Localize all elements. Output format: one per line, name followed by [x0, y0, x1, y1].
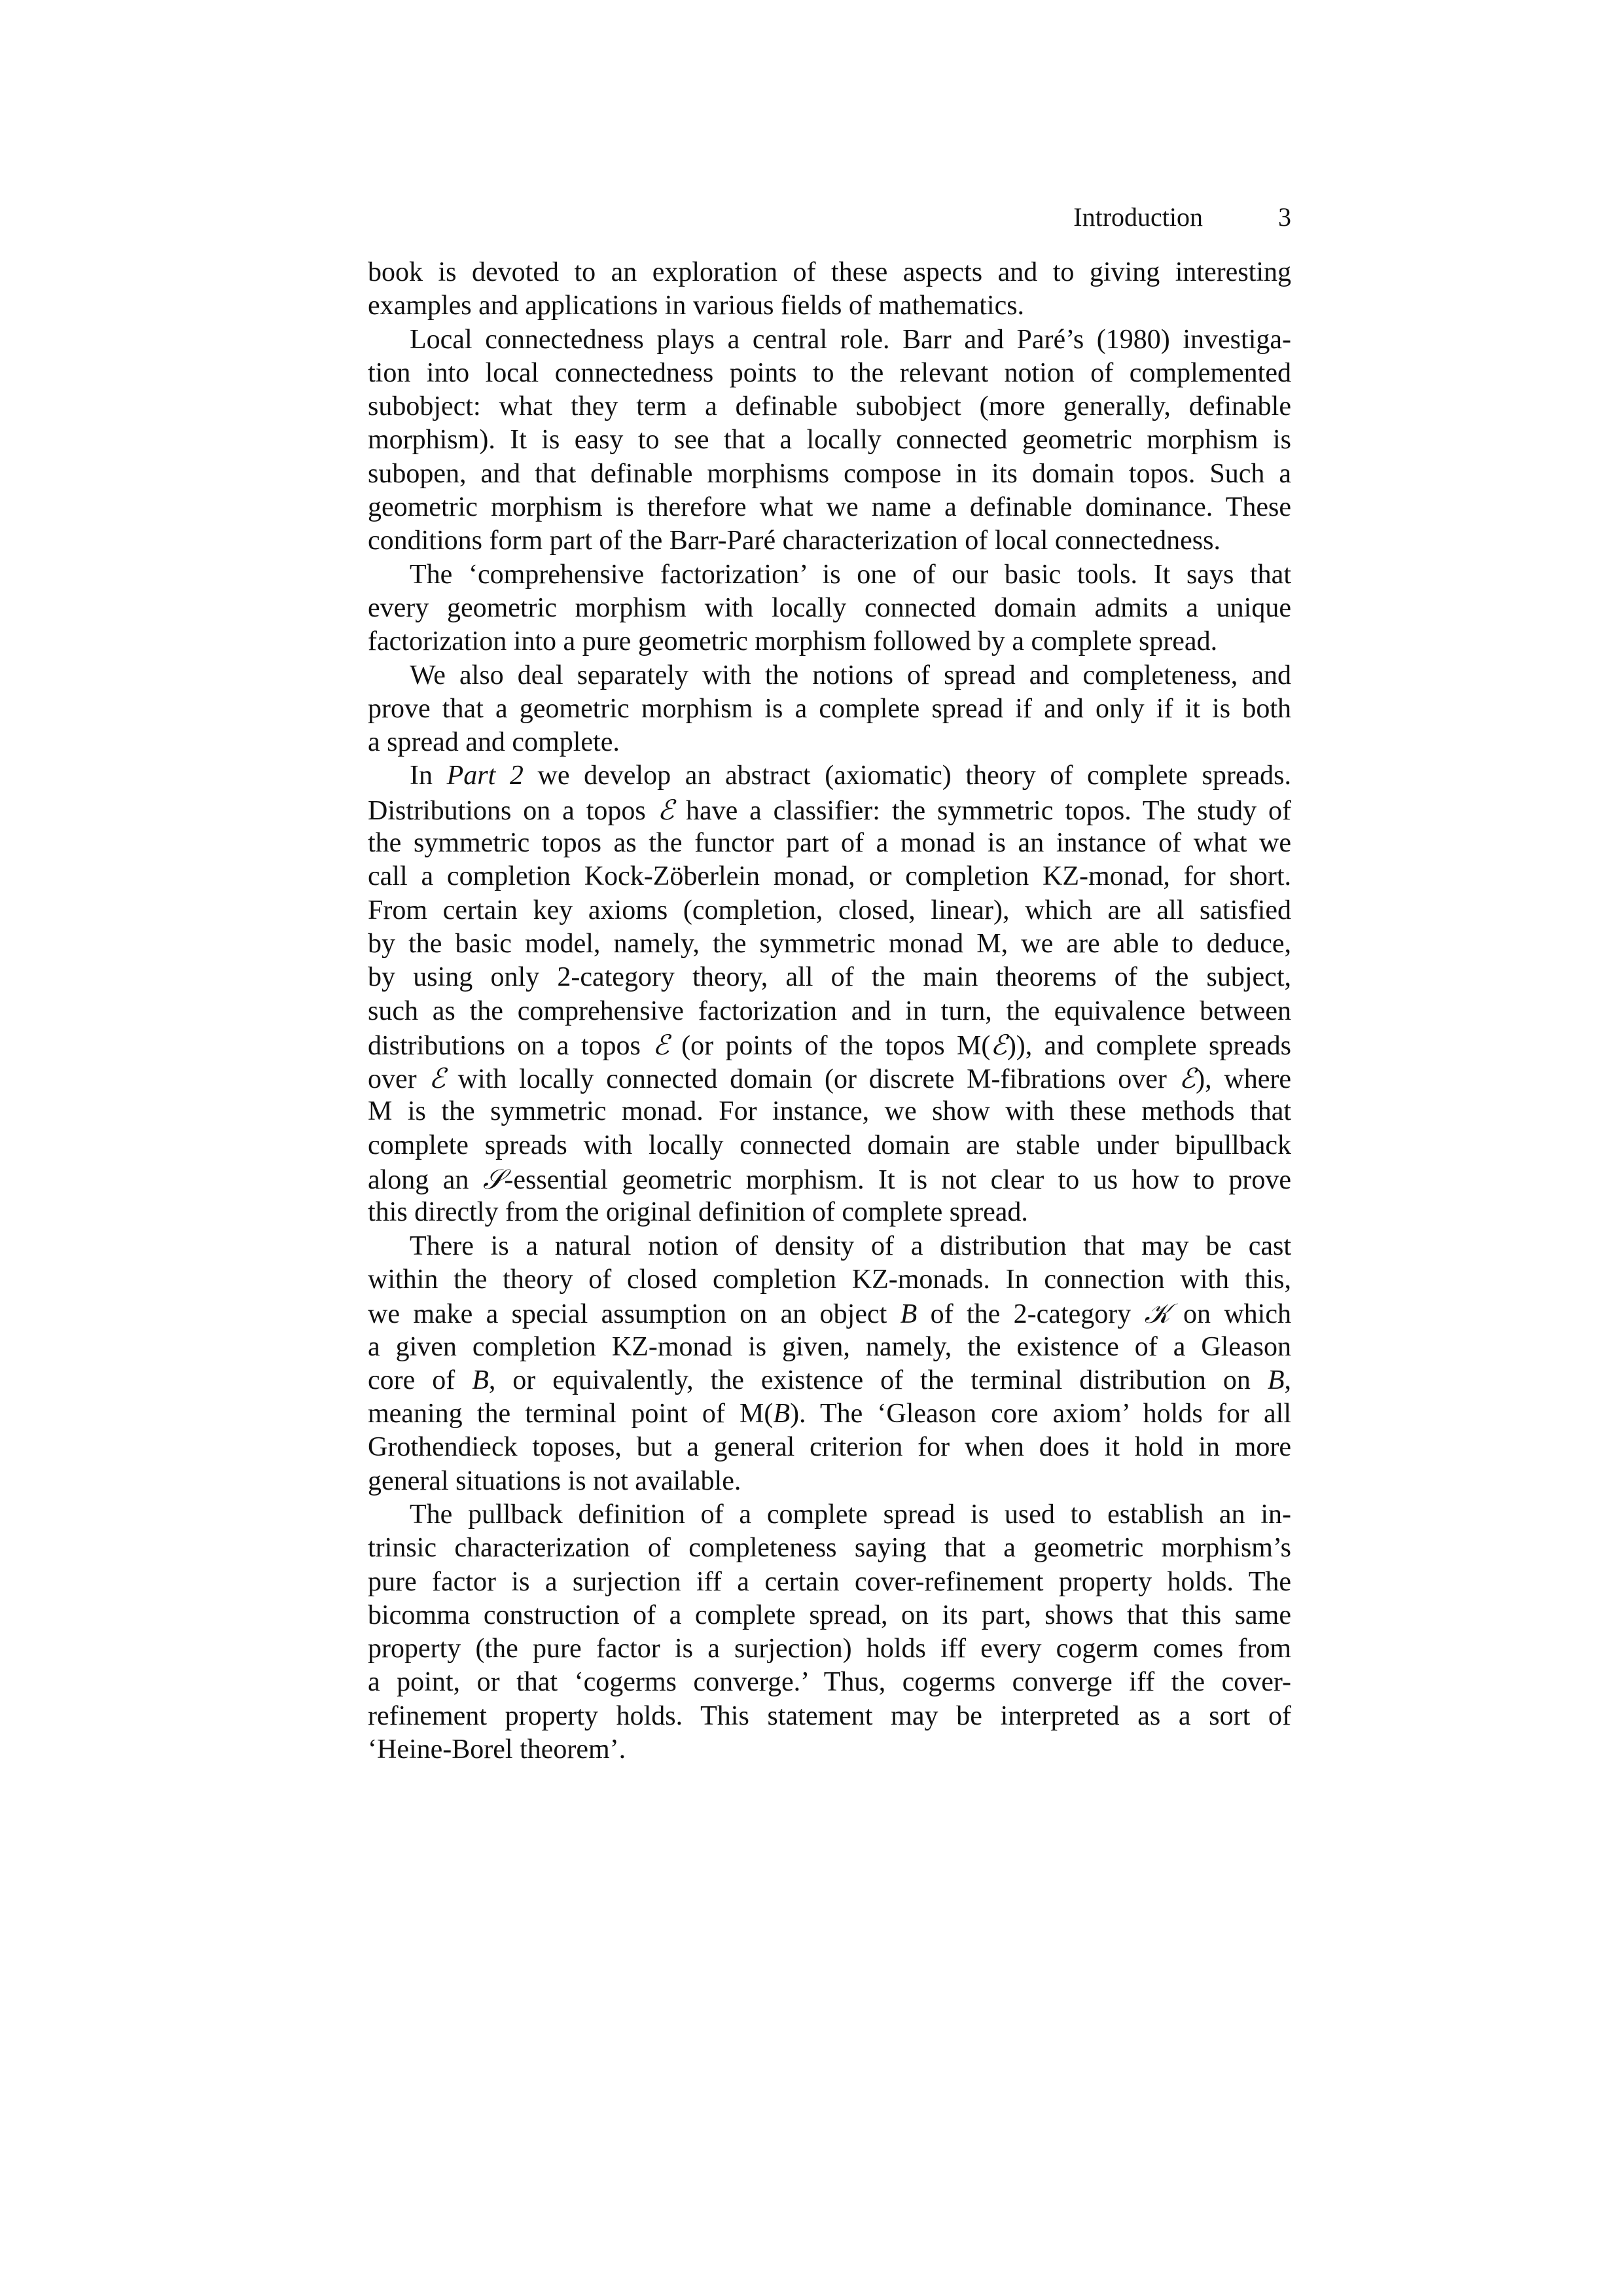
text-line: Local connectedness plays a central role. Barr and Paré’s (1980) investiga-	[410, 324, 1291, 355]
text-line: morphism). It is easy to see that a locally connected geometric morphism is	[368, 425, 1291, 456]
paragraph	[368, 323, 1291, 558]
math-symbol: 𝒮	[482, 1163, 505, 1196]
text-line: by the basic model, namely, the symmetric monad M, we are able to deduce,	[368, 928, 1291, 959]
text-line: a point, or that ‘cogerms converge.’ Thus, cogerms converge iff the cover-	[368, 1667, 1291, 1698]
emphasis: B	[773, 1399, 791, 1429]
text-run: , or equivalently, the existence of the terminal distribution on	[488, 1365, 1268, 1395]
text-run: we make a special assumption on an object	[368, 1299, 901, 1330]
text-line: call a completion Kock-Zöberlein monad, or completion KZ-monad, for short.	[368, 861, 1291, 892]
text-line: a given completion KZ-monad is given, namely, the existence of a Gleason	[368, 1331, 1291, 1362]
text-line: examples and applications in various fields of mathematics.	[368, 291, 1025, 321]
text-run: Distributions on a topos	[368, 795, 658, 826]
text-line	[368, 759, 1291, 793]
text-run: -essential geometric morphism. It is not clear to us how to prove	[504, 1165, 1291, 1196]
text-line: conditions form part of the Barr-Paré characterization of local connectedness.	[368, 526, 1221, 556]
text-line	[368, 1364, 1291, 1397]
paragraph	[368, 1498, 1291, 1767]
text-line: From certain key axioms (completion, closed, linear), which are all satisfied	[368, 895, 1291, 925]
text-line: We also deal separately with the notions of spread and completeness, and	[410, 660, 1291, 691]
emphasis: Part 2	[446, 761, 524, 791]
text-line: complete spreads with locally connected domain are stable under bipullback	[368, 1130, 1291, 1160]
text-line: The pullback definition of a complete spread is used to establish an in-	[410, 1499, 1291, 1530]
text-line: by using only 2-category theory, all of the main theorems of the subject,	[368, 962, 1291, 993]
text-run: on which	[1169, 1299, 1291, 1330]
text-run: ). The ‘Gleason core axiom’ holds for all	[790, 1399, 1291, 1429]
emphasis: B	[1267, 1365, 1285, 1395]
text-line: such as the comprehensive factorization and in turn, the equivalence between	[368, 996, 1291, 1026]
emphasis: B	[900, 1299, 918, 1330]
text-line	[368, 1297, 1291, 1330]
text-run: (or points of the topos M(	[669, 1030, 991, 1061]
text-line: prove that a geometric morphism is a complete spread if and only if it is both	[368, 693, 1291, 724]
math-symbol: ℰ	[990, 1028, 1007, 1061]
paragraph	[368, 1230, 1291, 1498]
text-line: a spread and complete.	[368, 727, 620, 758]
text-run: along an	[368, 1165, 483, 1196]
math-symbol: ℰ	[1179, 1062, 1196, 1095]
text-line: tion into local connectedness points to the relevant notion of complemented	[368, 357, 1291, 388]
text-line: subopen, and that definable morphisms compose in its domain topos. Such a	[368, 458, 1291, 489]
running-title: Introduction	[1073, 202, 1203, 232]
text-line: the symmetric topos as the functor part of a monad is an instance of what we	[368, 828, 1291, 859]
text-line: pure factor is a surjection iff a certain cover-refinement property holds. The	[368, 1566, 1291, 1597]
text-line	[368, 1162, 1291, 1196]
math-symbol: ℰ	[657, 793, 675, 826]
text-line: M is the symmetric monad. For instance, we show with these methods that	[368, 1096, 1291, 1127]
text-run: ), where	[1196, 1064, 1291, 1095]
paragraph	[368, 759, 1291, 1229]
text-line	[368, 1028, 1291, 1062]
text-line: every geometric morphism with locally connected domain admits a unique	[368, 592, 1291, 623]
text-run: of the 2-category	[917, 1299, 1145, 1330]
paragraph	[368, 558, 1291, 659]
text-line: factorization into a pure geometric morphism followed by a complete spread.	[368, 626, 1218, 657]
text-line	[368, 1397, 1291, 1431]
text-line: book is devoted to an exploration of these aspects and to giving interesting	[368, 257, 1291, 287]
text-run: we develop an abstract (axiomatic) theory of complete spreads.	[523, 761, 1291, 791]
text-run: core of	[368, 1365, 473, 1395]
page-number: 3	[1278, 202, 1291, 232]
text-line	[368, 1062, 1291, 1095]
text-run: In	[410, 761, 447, 791]
body-text	[368, 256, 1291, 1767]
text-line: trinsic characterization of completeness saying that a geometric morphism’s	[368, 1533, 1291, 1564]
text-run: )), and complete spreads	[1007, 1030, 1291, 1061]
text-line: refinement property holds. This statement may be interpreted as a sort of	[368, 1700, 1291, 1731]
paragraph	[368, 659, 1291, 760]
text-line: within the theory of closed completion KZ-monads. In connection with this,	[368, 1264, 1291, 1295]
text-run: over	[368, 1064, 429, 1095]
text-run: ,	[1284, 1365, 1291, 1395]
text-run: have a classifier: the symmetric topos. The study of	[674, 795, 1291, 826]
running-header	[368, 200, 1291, 234]
text-line: bicomma construction of a complete spread, on its part, shows that this same	[368, 1600, 1291, 1630]
text-line: The ‘comprehensive factorization’ is one of our basic tools. It says that	[410, 559, 1291, 590]
text-line: There is a natural notion of density of a distribution that may be cast	[410, 1230, 1291, 1261]
paragraph	[368, 256, 1291, 323]
math-symbol: ℰ	[429, 1062, 446, 1095]
text-run: meaning the terminal point of M(	[368, 1399, 774, 1429]
text-line: ‘Heine-Borel theorem’.	[368, 1734, 626, 1765]
text-line: subobject: what they term a definable subobject (more generally, definable	[368, 391, 1291, 422]
text-run: with locally connected domain (or discrete M-fibrations over	[445, 1064, 1179, 1095]
emphasis: B	[472, 1365, 489, 1395]
text-line: geometric morphism is therefore what we name a definable dominance. These	[368, 492, 1291, 523]
text-line: property (the pure factor is a surjection) holds iff every cogerm comes from	[368, 1634, 1291, 1664]
text-run: distributions on a topos	[368, 1030, 653, 1061]
math-symbol: 𝒦	[1144, 1297, 1170, 1330]
text-line	[368, 793, 1291, 827]
math-symbol: ℰ	[652, 1028, 669, 1061]
text-line: Grothendieck toposes, but a general criterion for when does it hold in more	[368, 1432, 1291, 1463]
text-line: this directly from the original definition of complete spread.	[368, 1197, 1028, 1228]
text-line: general situations is not available.	[368, 1465, 741, 1496]
